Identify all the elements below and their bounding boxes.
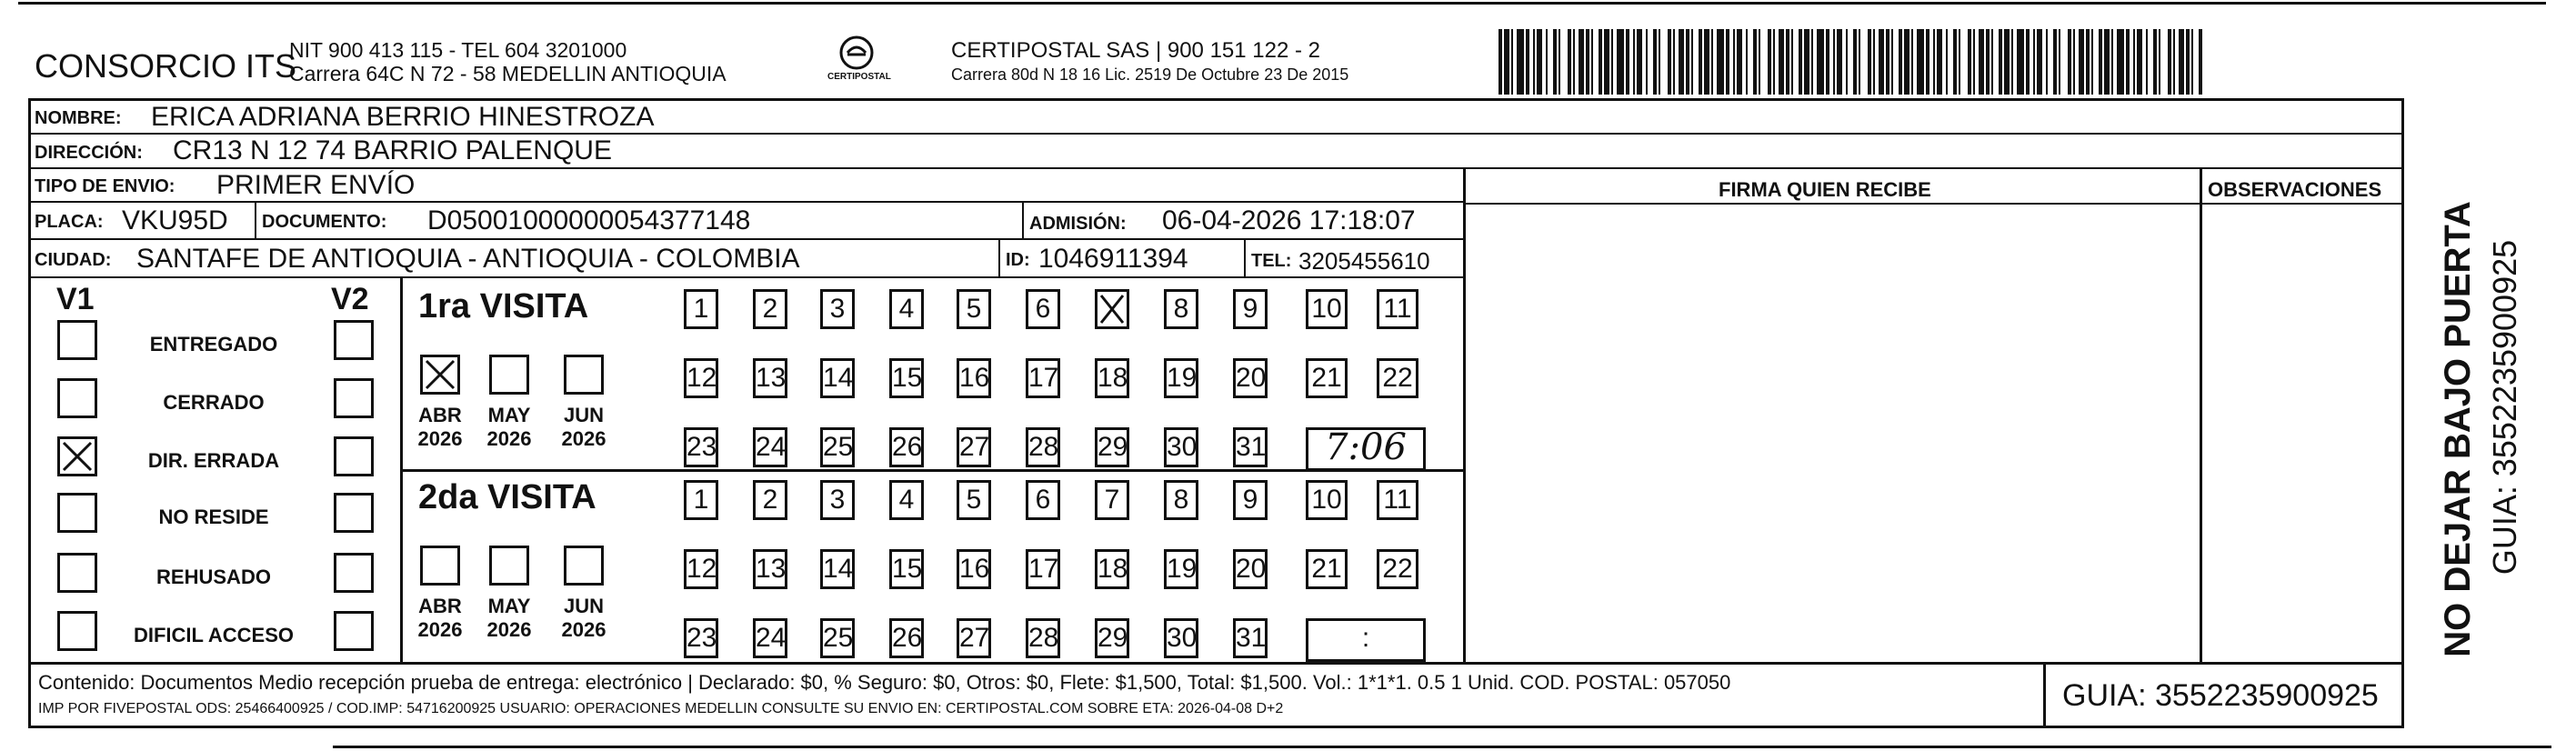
day-box[interactable]: 4 xyxy=(889,480,924,520)
day-box[interactable]: 11 xyxy=(1377,289,1418,329)
status-label: DIFICIL ACCESO xyxy=(133,624,294,646)
row-line xyxy=(28,662,2404,665)
day-box[interactable]: 3 xyxy=(820,480,855,520)
v1-label: V1 xyxy=(56,282,95,316)
day-box[interactable]: 18 xyxy=(1095,358,1129,398)
day-box[interactable]: 9 xyxy=(1233,289,1268,329)
month-checkbox[interactable] xyxy=(564,546,604,586)
day-box[interactable]: 16 xyxy=(957,358,991,398)
day-box[interactable]: 6 xyxy=(1026,480,1060,520)
tel-value: 3205455610 xyxy=(1298,247,1430,275)
top-border xyxy=(18,2,2546,5)
day-box[interactable]: 27 xyxy=(957,427,991,467)
day-box[interactable]: 29 xyxy=(1095,427,1129,467)
tel-label: TEL: xyxy=(1251,251,1292,271)
day-box[interactable]: 22 xyxy=(1377,549,1418,589)
row-line xyxy=(28,133,2404,135)
year-label: 2026 xyxy=(417,427,463,450)
status-label: DIR. ERRADA xyxy=(147,449,280,472)
day-box[interactable]: 10 xyxy=(1306,289,1348,329)
direccion-value: CR13 N 12 74 BARRIO PALENQUE xyxy=(173,135,612,165)
month-label: JUN xyxy=(563,595,604,617)
visit-divider xyxy=(400,469,1464,472)
day-box[interactable]: 1 xyxy=(684,480,718,520)
day-box[interactable]: 25 xyxy=(820,427,855,467)
company-line2: Carrera 64C N 72 - 58 MEDELLIN ANTIOQUIA xyxy=(289,62,727,85)
day-box[interactable]: 14 xyxy=(820,549,855,589)
status-label: NO RESIDE xyxy=(158,506,269,528)
day-box[interactable]: 12 xyxy=(684,549,718,589)
day-box[interactable]: 12 xyxy=(684,358,718,398)
documento-value: D05001000000054377148 xyxy=(427,205,751,235)
day-box[interactable]: 24 xyxy=(753,427,787,467)
id-value: 1046911394 xyxy=(1038,244,1188,274)
day-box[interactable]: 26 xyxy=(889,427,924,467)
day-box[interactable]: 30 xyxy=(1164,427,1198,467)
day-box[interactable]: 7 xyxy=(1095,480,1129,520)
nombre-value: ERICA ADRIANA BERRIO HINESTROZA xyxy=(151,102,655,132)
day-box[interactable]: 21 xyxy=(1306,549,1348,589)
day-box[interactable]: 20 xyxy=(1233,549,1268,589)
logo-text: CERTIPOSTAL xyxy=(827,72,891,82)
year-label: 2026 xyxy=(417,618,463,641)
day-box[interactable]: 10 xyxy=(1306,480,1348,520)
month-label: JUN xyxy=(563,404,604,426)
col-divider-firma xyxy=(1463,167,1466,662)
barcode xyxy=(1498,29,2204,95)
month-checkbox[interactable] xyxy=(420,546,460,586)
day-box[interactable]: 26 xyxy=(889,618,924,658)
tipo-label: TIPO DE ENVIO: xyxy=(35,176,175,196)
month-label: MAY xyxy=(487,595,531,617)
carrier-line1: CERTIPOSTAL SAS | 900 151 122 - 2 xyxy=(951,38,1320,63)
month-label: MAY xyxy=(487,404,531,426)
month-checkbox[interactable] xyxy=(564,355,604,395)
ciudad-label: CIUDAD: xyxy=(35,250,112,270)
month-label: ABR xyxy=(418,404,462,426)
day-box[interactable]: 4 xyxy=(889,289,924,329)
row-line xyxy=(28,238,1465,240)
day-box[interactable]: 17 xyxy=(1026,358,1060,398)
day-box[interactable]: 15 xyxy=(889,358,924,398)
day-box[interactable]: 2 xyxy=(753,289,787,329)
nombre-label: NOMBRE: xyxy=(35,108,122,128)
status-label: ENTREGADO xyxy=(149,333,278,355)
day-box[interactable]: 27 xyxy=(957,618,991,658)
day-box[interactable] xyxy=(1095,289,1129,329)
placa-label: PLACA: xyxy=(35,212,104,232)
day-box[interactable]: 9 xyxy=(1233,480,1268,520)
company-name: CONSORCIO ITS xyxy=(35,47,297,85)
year-label: 2026 xyxy=(561,618,606,641)
placa-value: VKU95D xyxy=(122,205,228,235)
side-warning: NO DEJAR BAJO PUERTA xyxy=(2438,201,2478,657)
side-guia: GUIA: 3552235900925 xyxy=(2486,239,2523,576)
day-box[interactable]: 28 xyxy=(1026,427,1060,467)
day-box[interactable]: 28 xyxy=(1026,618,1060,658)
documento-label: DOCUMENTO: xyxy=(262,212,387,232)
tipo-value: PRIMER ENVÍO xyxy=(216,170,416,200)
day-box[interactable]: 13 xyxy=(753,549,787,589)
visit2-title: 2da VISITA xyxy=(418,478,596,516)
admision-label: ADMISIÓN: xyxy=(1029,214,1127,234)
cell-divider xyxy=(1244,240,1246,276)
day-box[interactable]: 5 xyxy=(957,289,991,329)
footer-line1: Contenido: Documentos Medio recepción prueba de entrega: electrónico | Declarado: $0, % Seguro: $0, Otros: $0, Flete: $1,500, Total: $1,500. Vol.: 1*1*1. 0.5 1 Unid. COD. POSTAL: 057050 xyxy=(38,671,1731,694)
day-box[interactable]: 18 xyxy=(1095,549,1129,589)
day-box[interactable]: 5 xyxy=(957,480,991,520)
month-checkbox[interactable] xyxy=(489,546,529,586)
day-box[interactable]: 1 xyxy=(684,289,718,329)
certipostal-logo xyxy=(827,33,891,89)
day-box[interactable]: 19 xyxy=(1164,549,1198,589)
ciudad-value: SANTAFE DE ANTIOQUIA - ANTIOQUIA - COLOMBIA xyxy=(136,244,800,274)
day-box[interactable]: 25 xyxy=(820,618,855,658)
year-label: 2026 xyxy=(561,427,606,450)
day-box[interactable]: 31 xyxy=(1233,427,1268,467)
admision-value: 06-04-2026 17:18:07 xyxy=(1162,205,1416,235)
firma-header: FIRMA QUIEN RECIBE xyxy=(1719,178,1931,201)
company-line1: NIT 900 413 115 - TEL 604 3201000 xyxy=(289,38,627,62)
day-box[interactable]: 24 xyxy=(753,618,787,658)
row-line xyxy=(28,276,1465,278)
col-divider-obs xyxy=(2200,167,2202,662)
footer-divider xyxy=(2043,664,2046,728)
cell-divider xyxy=(255,203,256,238)
year-label: 2026 xyxy=(486,427,532,450)
day-box[interactable]: 22 xyxy=(1377,358,1418,398)
day-box[interactable]: 21 xyxy=(1306,358,1348,398)
observaciones-header: OBSERVACIONES xyxy=(2208,178,2382,201)
row-line xyxy=(1465,203,2404,205)
day-box[interactable]: 8 xyxy=(1164,480,1198,520)
day-box[interactable]: 23 xyxy=(684,618,718,658)
day-box[interactable]: 14 xyxy=(820,358,855,398)
direccion-label: DIRECCIÓN: xyxy=(35,143,143,163)
header-underline xyxy=(1465,167,2404,169)
month-label: ABR xyxy=(418,595,462,617)
time-box[interactable]: 7:06 xyxy=(1306,427,1426,471)
cell-divider xyxy=(998,240,1000,276)
id-label: ID: xyxy=(1006,250,1030,270)
bottom-border xyxy=(333,746,2551,748)
cell-divider xyxy=(1022,203,1024,238)
day-box[interactable]: 20 xyxy=(1233,358,1268,398)
day-box[interactable]: 2 xyxy=(753,480,787,520)
status-label: CERRADO xyxy=(163,391,265,414)
carrier-line2: Carrera 80d N 18 16 Lic. 2519 De Octubre 23 De 2015 xyxy=(951,65,1349,84)
day-box[interactable]: 8 xyxy=(1164,289,1198,329)
day-box[interactable]: 31 xyxy=(1233,618,1268,658)
day-box[interactable]: 13 xyxy=(753,358,787,398)
v2-label: V2 xyxy=(331,282,369,316)
time-box[interactable]: : xyxy=(1306,618,1426,662)
day-box[interactable]: 11 xyxy=(1377,480,1418,520)
day-box[interactable]: 23 xyxy=(684,427,718,467)
month-checkbox[interactable] xyxy=(489,355,529,395)
day-box[interactable]: 15 xyxy=(889,549,924,589)
day-box[interactable]: 16 xyxy=(957,549,991,589)
year-label: 2026 xyxy=(486,618,532,641)
day-box[interactable]: 19 xyxy=(1164,358,1198,398)
visit1-title: 1ra VISITA xyxy=(418,287,589,325)
footer-line2: IMP POR FIVEPOSTAL ODS: 25466400925 / COD.IMP: 54716200925 USUARIO: OPERACIONES MEDELLIN CONSULTE SU ENVIO EN: CERTIPOSTAL.COM SOBRE ETA: 2026-04-08 D+2 xyxy=(38,701,1284,716)
row-line xyxy=(28,201,1465,203)
day-box[interactable]: 6 xyxy=(1026,289,1060,329)
footer-guia: GUIA: 3552235900925 xyxy=(2062,678,2379,713)
month-checkbox[interactable] xyxy=(420,355,460,395)
day-box[interactable]: 29 xyxy=(1095,618,1129,658)
day-box[interactable]: 30 xyxy=(1164,618,1198,658)
day-box[interactable]: 3 xyxy=(820,289,855,329)
status-label: REHUSADO xyxy=(156,566,271,588)
day-box[interactable]: 17 xyxy=(1026,549,1060,589)
